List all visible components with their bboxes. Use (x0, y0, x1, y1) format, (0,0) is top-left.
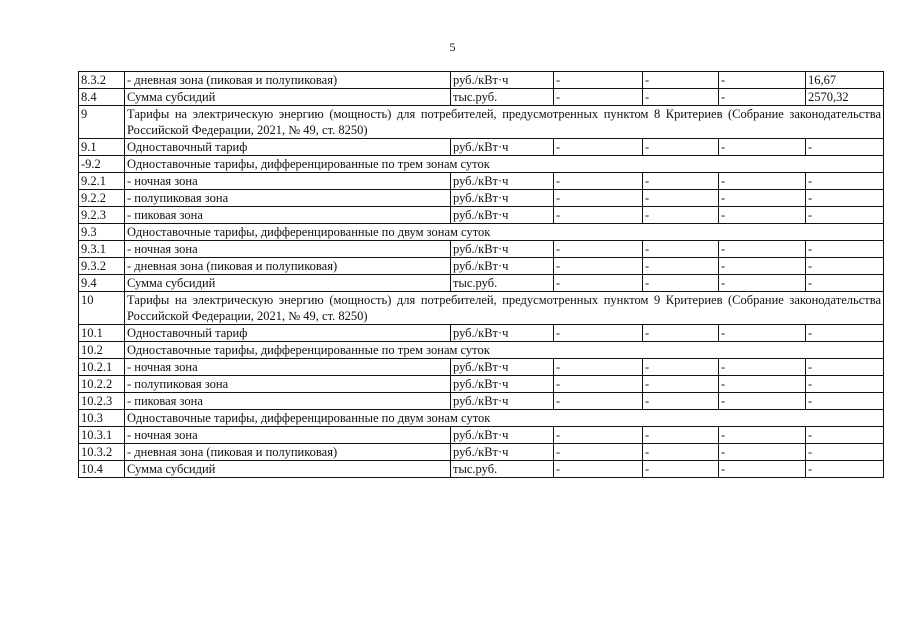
row-unit: тыс.руб. (451, 461, 554, 478)
row-number: 9.3 (79, 224, 125, 241)
row-value-3: - (719, 241, 806, 258)
row-value-2: - (643, 139, 719, 156)
row-value-3: - (719, 461, 806, 478)
row-value-3: - (719, 275, 806, 292)
row-unit: руб./кВт·ч (451, 393, 554, 410)
row-number: 8.3.2 (79, 72, 125, 89)
row-name: - дневная зона (пиковая и полупиковая) (125, 258, 451, 275)
row-value-3: - (719, 72, 806, 89)
row-value-3: - (719, 376, 806, 393)
row-value-4: - (806, 275, 884, 292)
row-number: 9.1 (79, 139, 125, 156)
row-value-2: - (643, 72, 719, 89)
row-value-1: - (554, 275, 643, 292)
row-value-1: - (554, 258, 643, 275)
row-value-3: - (719, 190, 806, 207)
row-unit: руб./кВт·ч (451, 444, 554, 461)
row-number: 10.3 (79, 410, 125, 427)
row-number: 9.2.2 (79, 190, 125, 207)
table-row (79, 292, 884, 325)
table-row (79, 359, 884, 376)
row-value-2: - (643, 89, 719, 106)
row-value-3: - (719, 173, 806, 190)
row-value-4: - (806, 241, 884, 258)
row-value-4: - (806, 190, 884, 207)
row-value-3: - (719, 89, 806, 106)
row-value-3: - (719, 207, 806, 224)
row-number: 10.2.3 (79, 393, 125, 410)
row-unit: руб./кВт·ч (451, 376, 554, 393)
table-row (79, 190, 884, 207)
row-value-1: - (554, 427, 643, 444)
row-value-2: - (643, 461, 719, 478)
row-value-2: - (643, 393, 719, 410)
row-value-1: - (554, 376, 643, 393)
row-number: 10 (79, 292, 125, 325)
row-unit: руб./кВт·ч (451, 173, 554, 190)
row-number: 10.4 (79, 461, 125, 478)
row-unit: тыс.руб. (451, 275, 554, 292)
row-value-4: - (806, 325, 884, 342)
row-value-1: - (554, 461, 643, 478)
row-value-3: - (719, 444, 806, 461)
row-number: 10.3.1 (79, 427, 125, 444)
row-name: - ночная зона (125, 241, 451, 258)
row-unit: руб./кВт·ч (451, 258, 554, 275)
row-name: - дневная зона (пиковая и полупиковая) (125, 72, 451, 89)
row-value-4: - (806, 393, 884, 410)
table-row (79, 207, 884, 224)
row-value-1: - (554, 139, 643, 156)
row-value-1: - (554, 444, 643, 461)
row-value-2: - (643, 241, 719, 258)
row-value-4: - (806, 258, 884, 275)
row-value-2: - (643, 275, 719, 292)
row-name: - пиковая зона (125, 393, 451, 410)
table-row (79, 89, 884, 106)
row-name: Одноставочный тариф (125, 325, 451, 342)
row-number: 8.4 (79, 89, 125, 106)
group-title: Одноставочные тарифы, дифференцированные по трем зонам суток (125, 342, 884, 359)
row-value-3: - (719, 139, 806, 156)
row-value-3: - (719, 393, 806, 410)
row-value-1: - (554, 190, 643, 207)
row-unit: руб./кВт·ч (451, 139, 554, 156)
row-name: - ночная зона (125, 427, 451, 444)
table-row (79, 275, 884, 292)
row-unit: руб./кВт·ч (451, 325, 554, 342)
table-row (79, 325, 884, 342)
row-value-2: - (643, 376, 719, 393)
row-value-1: - (554, 393, 643, 410)
row-number: 10.2.1 (79, 359, 125, 376)
row-value-4: - (806, 207, 884, 224)
row-number: 10.3.2 (79, 444, 125, 461)
row-value-1: - (554, 89, 643, 106)
table-row (79, 156, 884, 173)
table-row (79, 342, 884, 359)
row-value-3: - (719, 359, 806, 376)
row-value-1: - (554, 241, 643, 258)
tariff-table-body (79, 72, 884, 478)
row-name: - полупиковая зона (125, 376, 451, 393)
row-value-4: - (806, 173, 884, 190)
row-value-1: - (554, 207, 643, 224)
row-name: - полупиковая зона (125, 190, 451, 207)
table-row (79, 106, 884, 139)
row-unit: руб./кВт·ч (451, 207, 554, 224)
table-row (79, 72, 884, 89)
row-number: 10.2 (79, 342, 125, 359)
row-unit: руб./кВт·ч (451, 427, 554, 444)
row-value-3: - (719, 427, 806, 444)
row-unit: руб./кВт·ч (451, 359, 554, 376)
row-value-4: - (806, 427, 884, 444)
row-name: - ночная зона (125, 173, 451, 190)
row-name: Одноставочный тариф (125, 139, 451, 156)
row-number: 9.3.2 (79, 258, 125, 275)
group-title: Одноставочные тарифы, дифференцированные по двум зонам суток (125, 224, 884, 241)
group-title: Одноставочные тарифы, дифференцированные по двум зонам суток (125, 410, 884, 427)
row-value-4: - (806, 461, 884, 478)
row-name: - дневная зона (пиковая и полупиковая) (125, 444, 451, 461)
row-value-2: - (643, 258, 719, 275)
row-value-2: - (643, 207, 719, 224)
page-number: 5 (449, 40, 456, 54)
row-value-4: - (806, 376, 884, 393)
table-row (79, 444, 884, 461)
row-unit: руб./кВт·ч (451, 241, 554, 258)
row-name: Сумма субсидий (125, 275, 451, 292)
tariff-table (78, 71, 884, 478)
row-unit: тыс.руб. (451, 89, 554, 106)
section-title: Тарифы на электрическую энергию (мощность) для потребителей, предусмотренных пунктом 9 Критериев (Собрание законодательства Российской Федерации, 2021, № 49, ст. 8250) (125, 292, 884, 325)
table-row (79, 258, 884, 275)
row-value-2: - (643, 427, 719, 444)
table-row (79, 461, 884, 478)
row-value-4: 16,67 (806, 72, 884, 89)
row-unit: руб./кВт·ч (451, 190, 554, 207)
row-number: 9.2.3 (79, 207, 125, 224)
row-unit: руб./кВт·ч (451, 72, 554, 89)
row-value-2: - (643, 325, 719, 342)
row-name: Сумма субсидий (125, 89, 451, 106)
row-value-2: - (643, 173, 719, 190)
row-value-1: - (554, 173, 643, 190)
row-value-3: - (719, 325, 806, 342)
row-value-4: 2570,32 (806, 89, 884, 106)
table-row (79, 241, 884, 258)
table-row (79, 410, 884, 427)
section-title: Тарифы на электрическую энергию (мощность) для потребителей, предусмотренных пунктом 8 Критериев (Собрание законодательства Российской Федерации, 2021, № 49, ст. 8250) (125, 106, 884, 139)
row-value-1: - (554, 72, 643, 89)
row-value-2: - (643, 190, 719, 207)
row-name: - ночная зона (125, 359, 451, 376)
row-value-4: - (806, 444, 884, 461)
row-number: 10.1 (79, 325, 125, 342)
row-value-2: - (643, 444, 719, 461)
row-number: 9.4 (79, 275, 125, 292)
row-value-3: - (719, 258, 806, 275)
row-value-4: - (806, 139, 884, 156)
table-row (79, 393, 884, 410)
row-value-4: - (806, 359, 884, 376)
row-number: -9.2 (79, 156, 125, 173)
row-value-2: - (643, 359, 719, 376)
table-row (79, 173, 884, 190)
table-row (79, 376, 884, 393)
table-row (79, 427, 884, 444)
row-number: 9.2.1 (79, 173, 125, 190)
row-value-1: - (554, 325, 643, 342)
row-number: 9.3.1 (79, 241, 125, 258)
row-number: 9 (79, 106, 125, 139)
row-number: 10.2.2 (79, 376, 125, 393)
row-value-1: - (554, 359, 643, 376)
table-row (79, 224, 884, 241)
table-row (79, 139, 884, 156)
group-title: Одноставочные тарифы, дифференцированные по трем зонам суток (125, 156, 884, 173)
row-name: - пиковая зона (125, 207, 451, 224)
row-name: Сумма субсидий (125, 461, 451, 478)
